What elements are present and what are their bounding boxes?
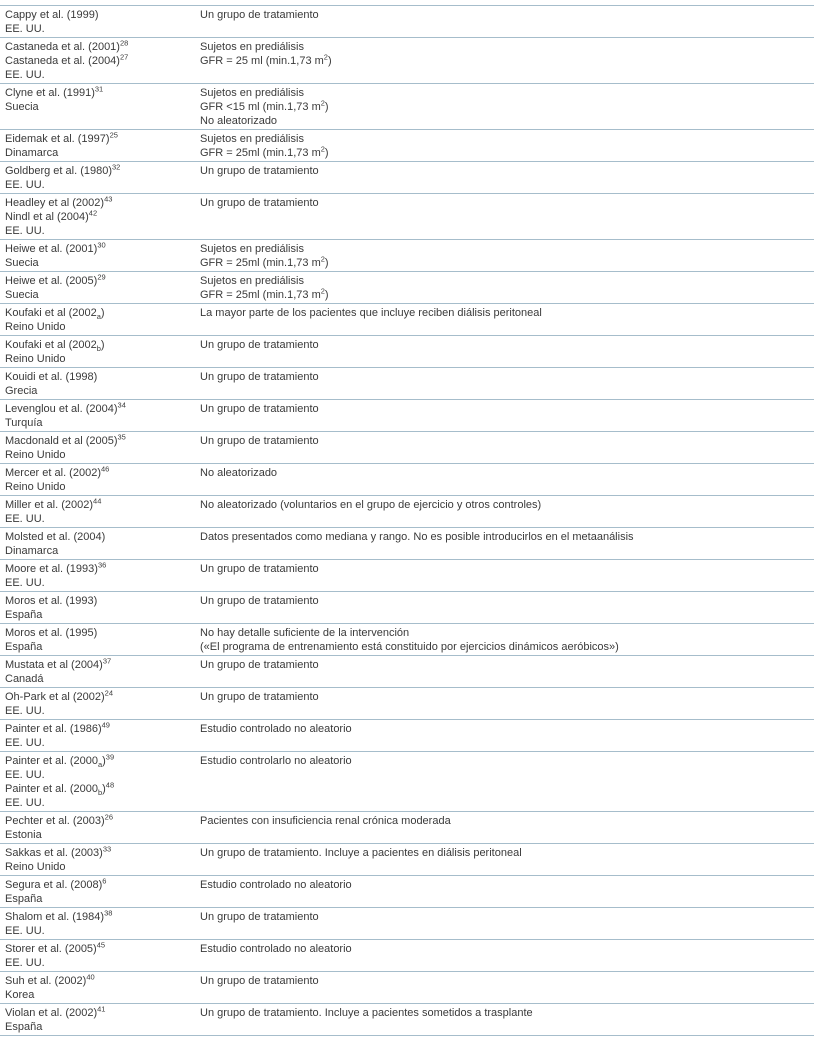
table-row: [0, 194, 814, 240]
exclusion-reason-line: Un grupo de tratamiento. Incluye a pacientes sometidos a trasplante: [200, 1007, 533, 1019]
study-line: Miller et al. $(2002)^{44}$: [5, 496, 102, 511]
study-line: Reino Unido: [5, 861, 66, 873]
exclusion-reason-line: No aleatorizado: [200, 467, 278, 479]
exclusion-reason-line: Estudio controlado no aleatorio: [200, 879, 352, 891]
study-cell: [0, 974, 200, 1002]
study-cell: [0, 878, 200, 906]
table-row: [0, 6, 814, 38]
study-cell: [0, 530, 200, 558]
study-line: Estonia: [5, 829, 42, 841]
study-line: Pechter et al. $(2003)^{26}$: [5, 812, 114, 827]
exclusion-reason-cell: [200, 722, 814, 736]
table-row: [0, 876, 814, 908]
study-line: Painter et al. $(2000_a)^{39}$: [5, 752, 115, 770]
exclusion-reason-cell: [200, 878, 814, 892]
study-line: Clyne et al. $(1991)^{31}$: [5, 84, 104, 99]
exclusion-reason-cell: [200, 498, 814, 512]
study-line: EE. UU.: [5, 23, 45, 35]
exclusion-reason-cell: [200, 196, 814, 210]
table-row: [0, 162, 814, 194]
exclusion-reason-cell: [200, 562, 814, 576]
exclusion-reason-line: Un grupo de tratamiento: [200, 691, 319, 703]
exclusion-reason-line: Pacientes con insuficiencia renal crónica moderada: [200, 815, 451, 827]
study-cell: [0, 306, 200, 334]
study-line: EE. UU.: [5, 737, 45, 749]
study-line: EE. UU.: [5, 797, 45, 809]
study-line: Koufaki et al $(2002_a)$: [5, 307, 105, 322]
table-row: [0, 130, 814, 162]
exclusion-reason-cell: [200, 402, 814, 416]
exclusion-reason-line: Un grupo de tratamiento: [200, 563, 319, 575]
study-line: Shalom et al. $(1984)^{38}$: [5, 908, 113, 923]
exclusion-reason-line: GFR = 25ml (min.1,73 $m^2$): [200, 286, 329, 301]
exclusion-reason-line: Estudio controlado no aleatorio: [200, 943, 352, 955]
study-line: España: [5, 609, 43, 621]
study-cell: [0, 370, 200, 398]
exclusion-reason-cell: [200, 86, 814, 128]
study-line: Dinamarca: [5, 545, 59, 557]
table-row: [0, 304, 814, 336]
exclusion-reason-line: Sujetos en prediálisis: [200, 41, 304, 53]
study-line: Violan et al. $(2002)^{41}$: [5, 1004, 106, 1019]
study-line: Turquía: [5, 417, 43, 429]
exclusion-reason-line: Un grupo de tratamiento: [200, 371, 319, 383]
exclusion-reason-cell: [200, 626, 814, 654]
study-cell: [0, 1006, 200, 1034]
study-cell: [0, 466, 200, 494]
study-cell: [0, 722, 200, 750]
study-cell: [0, 164, 200, 192]
study-line: Suecia: [5, 289, 39, 301]
study-cell: [0, 658, 200, 686]
table-row: [0, 528, 814, 560]
exclusion-reason-line: Un grupo de tratamiento: [200, 403, 319, 415]
exclusion-reason-cell: [200, 466, 814, 480]
study-line: EE. UU.: [5, 513, 45, 525]
table-row: [0, 464, 814, 496]
table-row: [0, 720, 814, 752]
exclusion-reason-cell: [200, 338, 814, 352]
study-cell: [0, 338, 200, 366]
study-line: Moros et al. (1995): [5, 627, 98, 639]
exclusion-reason-cell: [200, 690, 814, 704]
study-line: Goldberg et al. $(1980)^{32}$: [5, 162, 121, 177]
table-row: [0, 812, 814, 844]
exclusion-reason-cell: [200, 40, 814, 68]
study-line: Moore et al. $(1993)^{36}$: [5, 560, 107, 575]
study-line: Sakkas et al. $(2003)^{33}$: [5, 844, 112, 859]
table-row: [0, 84, 814, 130]
study-line: Grecia: [5, 385, 38, 397]
exclusion-reason-cell: [200, 942, 814, 956]
exclusion-reason-line: La mayor parte de los pacientes que incluye reciben diálisis peritoneal: [200, 307, 542, 319]
study-line: Headley et al $(2002)^{43}$: [5, 194, 113, 209]
exclusion-reason-cell: [200, 846, 814, 860]
table-row: [0, 688, 814, 720]
study-line: Levenglou et al. $(2004)^{34}$: [5, 400, 126, 415]
study-cell: [0, 910, 200, 938]
study-line: Reino Unido: [5, 481, 66, 493]
study-line: Suh et al. $(2002)^{40}$: [5, 972, 95, 987]
study-line: EE. UU.: [5, 925, 45, 937]
study-line: Eidemak et al. $(1997)^{25}$: [5, 130, 118, 145]
study-line: Reino Unido: [5, 321, 66, 333]
study-line: Segura et al. $(2008)^6$: [5, 876, 107, 891]
exclusion-reason-cell: [200, 530, 814, 544]
exclusion-reason-line: Sujetos en prediálisis: [200, 133, 304, 145]
exclusion-reason-line: GFR = 25ml (min.1,73 $m^2$): [200, 144, 329, 159]
study-line: Cappy et al. (1999): [5, 9, 99, 21]
table-row: [0, 624, 814, 656]
study-cell: [0, 242, 200, 270]
exclusion-reason-cell: [200, 910, 814, 924]
exclusion-reason-cell: [200, 242, 814, 270]
study-line: Korea: [5, 989, 35, 1001]
study-line: EE. UU.: [5, 705, 45, 717]
study-line: España: [5, 893, 43, 905]
exclusion-reason-line: Un grupo de tratamiento: [200, 339, 319, 351]
study-cell: [0, 814, 200, 842]
exclusion-reason-cell: [200, 306, 814, 320]
exclusion-reason-cell: [200, 434, 814, 448]
table-row: [0, 272, 814, 304]
study-line: España: [5, 1021, 43, 1033]
study-cell: [0, 498, 200, 526]
study-line: EE. UU.: [5, 69, 45, 81]
study-line: España: [5, 641, 43, 653]
exclusion-reason-cell: [200, 594, 814, 608]
study-line: Macdonald et al $(2005)^{35}$: [5, 432, 126, 447]
exclusion-reason-line: GFR = 25 ml (min.1,73 $m^2$): [200, 52, 332, 67]
exclusion-reason-line: Un grupo de tratamiento: [200, 435, 319, 447]
table-row: [0, 844, 814, 876]
exclusion-reason-line: Sujetos en prediálisis: [200, 87, 304, 99]
study-line: Oh-Park et al $(2002)^{24}$: [5, 688, 113, 703]
table-row: [0, 560, 814, 592]
exclusion-reason-cell: [200, 164, 814, 178]
table-row: [0, 368, 814, 400]
table-row: [0, 940, 814, 972]
study-line: Castaneda et al. $(2001)^{28}$: [5, 38, 129, 53]
exclusion-reason-line: Un grupo de tratamiento: [200, 9, 319, 21]
table-row: [0, 432, 814, 464]
excluded-studies-table: [0, 5, 814, 1036]
table-row: [0, 496, 814, 528]
exclusion-reason-line: No hay detalle suficiente de la intervención: [200, 627, 410, 639]
study-cell: [0, 690, 200, 718]
table-row: [0, 240, 814, 272]
table-row: [0, 656, 814, 688]
exclusion-reason-line: Un grupo de tratamiento. Incluye a pacientes en diálisis peritoneal: [200, 847, 522, 859]
table-row: [0, 908, 814, 940]
study-line: Koufaki et al $(2002_b)$: [5, 339, 105, 354]
exclusion-reason-cell: [200, 132, 814, 160]
study-cell: [0, 594, 200, 622]
table-row: [0, 400, 814, 432]
study-line: Nindl et al $(2004)^{42}$: [5, 208, 98, 223]
exclusion-reason-cell: [200, 658, 814, 672]
study-line: Castaneda et al. $(2004)^{27}$: [5, 52, 129, 67]
exclusion-reason-line: Datos presentados como mediana y rango. No es posible introducirlos en el metaanálisis: [200, 531, 634, 543]
study-line: Mustata et al $(2004)^{37}$: [5, 656, 112, 671]
exclusion-reason-line: Un grupo de tratamiento: [200, 595, 319, 607]
exclusion-reason-line: Un grupo de tratamiento: [200, 197, 319, 209]
study-cell: [0, 434, 200, 462]
study-line: Dinamarca: [5, 147, 59, 159]
study-cell: [0, 846, 200, 874]
study-line: Molsted et al. (2004): [5, 531, 106, 543]
table-row: [0, 752, 814, 812]
exclusion-reason-cell: [200, 370, 814, 384]
exclusion-reason-cell: [200, 754, 814, 768]
exclusion-reason-line: («El programa de entrenamiento está constituido por ejercicios dinámicos aeróbicos»): [200, 641, 619, 653]
study-line: EE. UU.: [5, 577, 45, 589]
study-line: Suecia: [5, 257, 39, 269]
study-line: Heiwe et al. $(2001)^{30}$: [5, 240, 106, 255]
study-cell: [0, 196, 200, 238]
study-cell: [0, 274, 200, 302]
study-cell: [0, 754, 200, 810]
study-line: Moros et al. (1993): [5, 595, 98, 607]
study-line: Heiwe et al. $(2005)^{29}$: [5, 272, 106, 287]
study-line: Suecia: [5, 101, 39, 113]
exclusion-reason-cell: [200, 974, 814, 988]
exclusion-reason-line: Sujetos en prediálisis: [200, 275, 304, 287]
study-line: EE. UU.: [5, 957, 45, 969]
study-line: EE. UU.: [5, 225, 45, 237]
table-row: [0, 1004, 814, 1036]
exclusion-reason-line: No aleatorizado: [200, 115, 278, 127]
exclusion-reason-line: GFR = 25ml (min.1,73 $m^2$): [200, 254, 329, 269]
exclusion-reason-cell: [200, 8, 814, 22]
study-line: Painter et al. $(1986)^{49}$: [5, 720, 110, 735]
study-cell: [0, 942, 200, 970]
exclusion-reason-line: Un grupo de tratamiento: [200, 659, 319, 671]
exclusion-reason-line: Un grupo de tratamiento: [200, 165, 319, 177]
exclusion-reason-cell: [200, 1006, 814, 1020]
study-cell: [0, 40, 200, 82]
table-row: [0, 38, 814, 84]
exclusion-reason-cell: [200, 814, 814, 828]
study-line: Mercer et al. $(2002)^{46}$: [5, 464, 110, 479]
study-cell: [0, 626, 200, 654]
exclusion-reason-line: Estudio controlarlo no aleatorio: [200, 755, 352, 767]
exclusion-reason-line: No aleatorizado (voluntarios en el grupo de ejercicio y otros controles): [200, 499, 542, 511]
exclusion-reason-line: Un grupo de tratamiento: [200, 975, 319, 987]
study-cell: [0, 402, 200, 430]
study-line: EE. UU.: [5, 179, 45, 191]
study-cell: [0, 562, 200, 590]
study-line: EE. UU.: [5, 769, 45, 781]
exclusion-reason-line: Sujetos en prediálisis: [200, 243, 304, 255]
exclusion-reason-line: GFR <15 ml (min.1,73 $m^2$): [200, 98, 329, 113]
study-cell: [0, 86, 200, 114]
exclusion-reason-line: Un grupo de tratamiento: [200, 911, 319, 923]
table-row: [0, 972, 814, 1004]
study-line: Reino Unido: [5, 449, 66, 461]
study-line: Reino Unido: [5, 353, 66, 365]
exclusion-reason-cell: [200, 274, 814, 302]
table-row: [0, 336, 814, 368]
study-line: Storer et al. $(2005)^{45}$: [5, 940, 106, 955]
exclusion-reason-line: Estudio controlado no aleatorio: [200, 723, 352, 735]
table-row: [0, 592, 814, 624]
study-cell: [0, 132, 200, 160]
study-line: Painter et al. $(2000_b)^{48}$: [5, 780, 115, 798]
study-line: Kouidi et al. (1998): [5, 371, 98, 383]
study-line: Canadá: [5, 673, 44, 685]
study-cell: [0, 8, 200, 36]
